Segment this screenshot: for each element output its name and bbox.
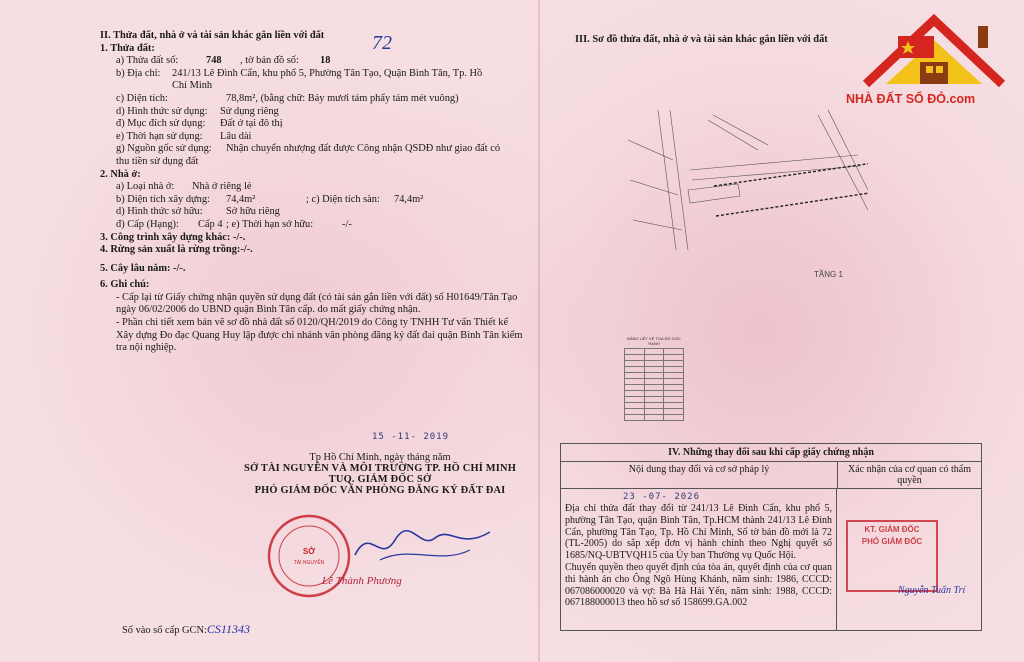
coordinate-table — [624, 336, 684, 421]
section-ii-title: II. Thửa đất, nhà ở và tài sản khác gắn liền với đất — [100, 30, 325, 41]
address-line2: Chí Minh — [172, 80, 213, 92]
notes-heading: 6. Ghi chú: — [100, 279, 150, 291]
own-form-row — [100, 206, 540, 219]
land-heading: 1. Thửa đất: — [100, 42, 155, 54]
site-plan-drawing — [618, 100, 868, 260]
perennial: 5. Cây lâu năm: -/-. — [100, 262, 186, 274]
section-iii-title: III. Sơ đồ thửa đất, nhà ở và tài sản khác gắn liền với đất — [575, 34, 828, 45]
svg-text:TÀI NGUYÊN: TÀI NGUYÊN — [293, 560, 325, 566]
approval-signer: Nguyễn Tuấn Trí — [898, 585, 966, 596]
place-date: Tp Hồ Chí Minh, ngày tháng năm — [309, 452, 451, 463]
origin-line2: thu tiền sử dụng đất — [116, 155, 199, 167]
own-term-value: -/- — [342, 218, 352, 230]
area-label: c) Diện tích: — [116, 92, 168, 104]
purpose-label: đ) Mục đích sử dụng: — [116, 118, 206, 130]
serial-label: Số vào sổ cấp GCN: — [122, 625, 207, 636]
notes — [100, 292, 526, 355]
build-area-label: b) Diện tích xây dựng: — [116, 193, 210, 205]
term-value: Lâu dài — [220, 130, 252, 142]
signer-name: Lê Thành Phương — [322, 575, 402, 587]
address-row — [100, 68, 540, 81]
brand-name: NHÀ ĐẤT SỔ ĐỎ.com — [846, 92, 976, 106]
section-iv-header — [561, 462, 981, 489]
area-row — [100, 93, 540, 106]
col-confirm-header: Xác nhận của cơ quan có thẩm quyền — [847, 464, 971, 486]
change-content — [561, 489, 837, 630]
use-form-value: Sử dụng riêng — [220, 105, 279, 117]
own-form-label: d) Hình thức sở hữu: — [116, 206, 203, 218]
floor-area-label: ; c) Diện tích sàn: — [306, 193, 380, 205]
floor-area-value: 74,4m² — [394, 193, 424, 205]
coordinate-grid — [624, 348, 684, 421]
house-type-row — [100, 181, 540, 194]
house-type-label: a) Loại nhà ở: — [116, 181, 175, 193]
note-2: - Phần chi tiết xem bản vẽ sơ đồ nhà đất số 0120/QH/2019 do Công ty TNHH Tư vấn Thiết kế Xây dựng Đo đạc Quang Huy lập được chi nhánh văn phòng đăng ký đất đai quận Bình Tân kiểm tra nội nghiệp. — [116, 317, 523, 354]
purpose-row — [100, 118, 540, 131]
grade-value: Cấp 4 — [198, 218, 223, 230]
col-content-header: Nội dung thay đổi và cơ sở pháp lý — [561, 462, 838, 488]
own-form-value: Sở hữu riêng — [226, 206, 280, 218]
section-ii — [100, 30, 540, 355]
serial-row — [122, 622, 250, 637]
lot-label: a) Thửa đất số: — [116, 55, 179, 67]
house-heading: 2. Nhà ở: — [100, 168, 141, 180]
map-no: 18 — [320, 55, 331, 67]
lot-no: 748 — [206, 55, 222, 67]
floor-label: TẦNG 1 — [814, 270, 843, 279]
signature-block — [230, 452, 530, 496]
org-line1: SỞ TÀI NGUYÊN VÀ MÔI TRƯỜNG TP. HỒ CHÍ MINH — [243, 463, 517, 474]
approval-stamp — [846, 520, 938, 592]
forest: 4. Rừng sản xuất là rừng trồng:-/-. — [100, 244, 253, 256]
serial-value: CS11343 — [206, 622, 250, 636]
org-line2: TUQ. GIÁM ĐỐC SỞ — [328, 474, 432, 485]
approval-stamp-line2: PHÓ GIÁM ĐỐC — [861, 537, 923, 546]
build-area-row — [100, 194, 540, 207]
note-1: - Cấp lại từ Giấy chứng nhận quyền sử dụng đất (có tài sản gắn liền với đất) số H01649/Tân Tạo ngày 06/02/2006 do UBND quận Bình Tân cấp. do mất giấy chứng nhận. — [116, 291, 518, 316]
change-para-2: Chuyển quyền theo quyết định của tòa án, quyết định của cơ quan thi hành án cho Ông Ngô Hùng Khánh, năm sinh: 1986, CCCD: 067086000020 và vợ: Bà Hà Hải Yến, năm sinh: 1988, CCCD: 067188000013 theo hồ sơ số 158699.GA.002 — [565, 561, 832, 609]
change-para-1: Địa chỉ thửa đất thay đổi từ 241/13 Lê Đình Cẩn, khu phố 5, phường Tân Tạo, quận Bình Tân, Tp.HCM thành 241/13 Lê Đình Cẩn, phường Tân Tạo, Tp. Hồ Chí Minh, Số tờ bản đồ mới là 72 (TL-2005) do sắp xếp đơn vị hành chính theo Nghị quyết số 1685/NQ-UBTVQH15 của Ủy ban Thường vụ Quốc Hội. — [565, 503, 832, 562]
use-form-label: d) Hình thức sử dụng: — [116, 105, 208, 117]
address-line1: 241/13 Lê Đình Cẩn, khu phố 5, Phường Tân Tạo, Quận Bình Tân, Tp. Hồ — [172, 67, 483, 79]
grade-row — [100, 219, 540, 232]
origin-row — [100, 143, 540, 156]
org-line3: PHÓ GIÁM ĐỐC VĂN PHÒNG ĐĂNG KÝ ĐẤT ĐAI — [254, 485, 506, 496]
coordinate-table-title: BẢNG LIỆT KÊ TỌA ĐỘ GÓC RANH — [627, 336, 681, 346]
svg-text:SỞ: SỞ — [302, 547, 316, 556]
build-area-value: 74,4m² — [226, 193, 256, 205]
term-row — [100, 131, 540, 144]
origin-line1: Nhận chuyển nhượng đất được Công nhận QSDĐ như giao đất có — [226, 143, 501, 155]
purpose-value: Đất ở tại đô thị — [220, 118, 283, 130]
signature-scribble — [350, 520, 500, 570]
other-works: 3. Công trình xây dựng khác: -/-. — [100, 231, 246, 243]
section-iv-title: IV. Những thay đổi sau khi cấp giấy chứng nhận — [561, 444, 981, 462]
change-date-stamp: 23 -07- 2026 — [623, 492, 701, 502]
house-type-value: Nhà ở riêng lẻ — [192, 181, 252, 193]
use-form-row — [100, 106, 540, 119]
lot-row — [100, 55, 540, 68]
map-label: , tờ bản đồ số: — [240, 55, 299, 67]
own-term-label: ; e) Thời hạn sở hữu: — [226, 218, 314, 230]
approval-stamp-line1: KT. GIÁM ĐỐC — [864, 525, 920, 534]
area-value: 78,8m², (bằng chữ: Bảy mươi tám phẩy tám mét vuông) — [226, 92, 459, 104]
issue-date-stamp: 15 -11- 2019 — [372, 432, 450, 442]
origin-label: g) Nguồn gốc sử dụng: — [116, 143, 212, 155]
handwritten-number: 72 — [372, 32, 392, 54]
address-label: b) Địa chỉ: — [116, 67, 161, 79]
grade-label: đ) Cấp (Hạng): — [116, 218, 179, 230]
term-label: e) Thời hạn sử dụng: — [116, 130, 203, 142]
